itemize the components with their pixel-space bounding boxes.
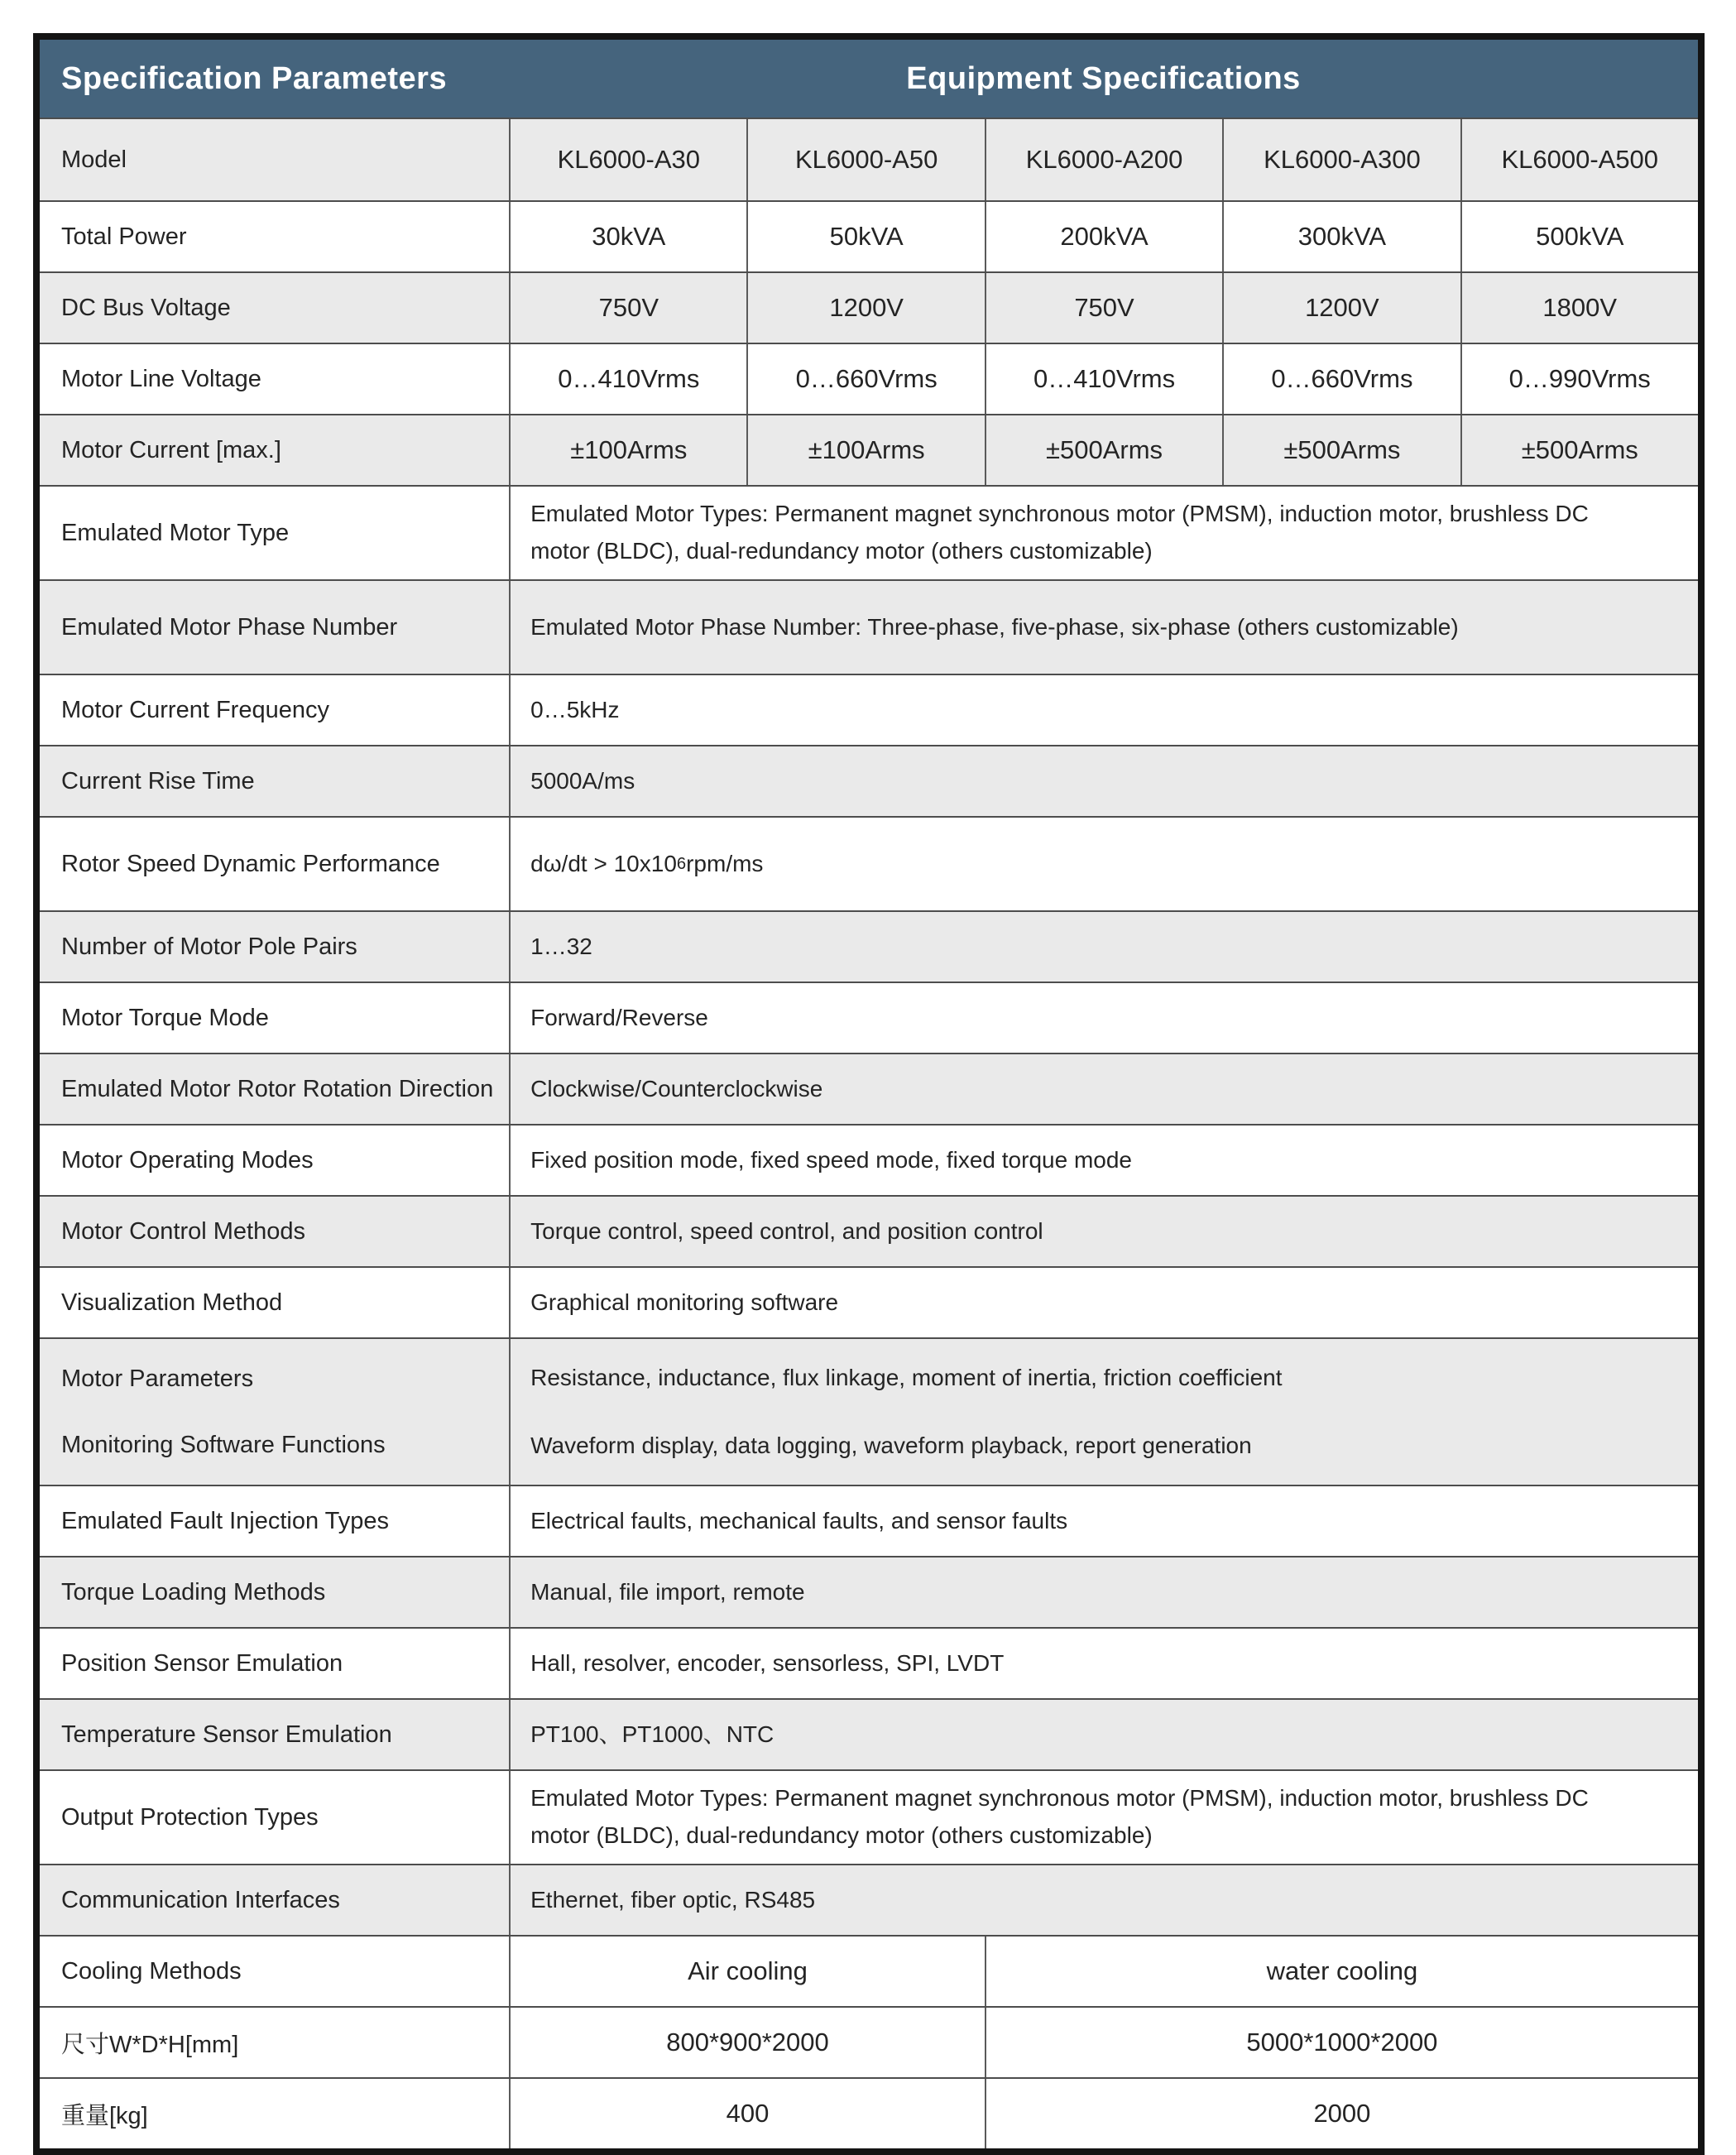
row-total-power-value-2: 50kVA [746,202,984,271]
row-motor-line-voltage-value-3: 0…410Vrms [985,344,1222,414]
row-rotor-speed-label: Rotor Speed Dynamic Performance [61,850,440,877]
row-torque-loading-label: Torque Loading Methods [61,1578,326,1605]
emulated-motor-type-text: Emulated Motor Types: Permanent magnet synchronous motor (PMSM), induction motor, brushless DC motor (BLDC), dual-redundancy motor (others customizable) [530,501,1589,564]
row-phase-number [40,579,1698,674]
row-rotation-direction [40,1053,1698,1124]
header-title-right: Equipment Specifications [906,60,1301,96]
row-total-power-value-3: 200kVA [985,202,1222,271]
row-visualization-method-value: Graphical monitoring software [509,1268,1698,1337]
row-rotor-speed-value: dω/dt > 10x10 6 rpm/ms [509,818,1698,910]
row-visualization-method [40,1266,1698,1337]
row-model-value-5: KL6000-A500 [1460,119,1698,200]
row-output-protection [40,1769,1698,1864]
row-torque-mode-value: Forward/Reverse [509,983,1698,1053]
row-fault-injection [40,1485,1698,1556]
header-title-left: Specification Parameters [61,60,448,96]
row-model-label: Model [61,146,127,173]
row-torque-mode [40,982,1698,1053]
row-motor-line-voltage-value-2: 0…660Vrms [746,344,984,414]
row-position-sensor-value: Hall, resolver, encoder, sensorless, SPI, LVDT [509,1629,1698,1698]
row-weight-label: 重量[kg] [61,2102,148,2129]
row-pole-pairs [40,910,1698,982]
row-rotor-speed [40,816,1698,910]
row-dc-bus-voltage-value-2: 1200V [746,273,984,343]
row-temperature-sensor-value: PT100、PT1000、NTC [509,1700,1698,1769]
rotor-speed-value-suffix: rpm/ms [686,850,764,876]
row-motor-line-voltage-value-5: 0…990Vrms [1460,344,1698,414]
table-header-row [40,40,1698,118]
row-motor-line-voltage [40,343,1698,414]
row-emulated-motor-type-label: Emulated Motor Type [61,519,290,546]
row-motor-parameters-and-monitoring [40,1337,1698,1485]
row-communication-value: Ethernet, fiber optic, RS485 [509,1865,1698,1935]
row-monitoring-functions-value: Waveform display, data logging, waveform playback, report generation [530,1432,1252,1458]
block-values [509,1339,1698,1485]
row-dc-bus-voltage [40,271,1698,343]
row-monitoring-functions-label: Monitoring Software Functions [61,1431,386,1458]
row-motor-parameters-value: Resistance, inductance, flux linkage, moment of inertia, friction coefficient [530,1364,1283,1390]
row-fault-injection-label: Emulated Fault Injection Types [61,1507,390,1534]
row-output-protection-value [509,1771,1698,1864]
row-emulated-motor-type-value [509,487,1698,579]
row-output-protection-label: Output Protection Types [61,1803,319,1831]
row-motor-current-label: Motor Current [max.] [61,436,281,463]
row-dc-bus-voltage-value-3: 750V [985,273,1222,343]
row-total-power-value-4: 300kVA [1222,202,1460,271]
row-rise-time-value: 5000A/ms [509,746,1698,816]
row-cooling-methods-value-air: Air cooling [509,1937,985,2006]
row-dc-bus-voltage-value-5: 1800V [1460,273,1698,343]
row-motor-line-voltage-value-4: 0…660Vrms [1222,344,1460,414]
row-model [40,118,1698,200]
row-control-methods-value: Torque control, speed control, and position control [509,1197,1698,1266]
spec-table [33,33,1705,2155]
row-torque-mode-label: Motor Torque Mode [61,1004,269,1031]
row-communication [40,1864,1698,1935]
row-dc-bus-voltage-value-1: 750V [509,273,746,343]
row-dimensions-label: 尺寸W*D*H[mm] [61,2031,239,2058]
row-position-sensor-label: Position Sensor Emulation [61,1649,343,1677]
row-rotation-direction-value: Clockwise/Counterclockwise [509,1054,1698,1124]
row-total-power-value-5: 500kVA [1460,202,1698,271]
row-current-frequency-label: Motor Current Frequency [61,696,329,723]
row-current-frequency-value: 0…5kHz [509,675,1698,745]
row-total-power [40,200,1698,271]
row-communication-label: Communication Interfaces [61,1886,340,1913]
row-motor-line-voltage-value-1: 0…410Vrms [509,344,746,414]
rotor-speed-value-prefix: dω/dt > 10x10 [530,850,677,876]
row-weight-value-water: 2000 [985,2079,1698,2148]
row-temperature-sensor [40,1698,1698,1769]
row-emulated-motor-type [40,485,1698,579]
row-dimensions-value-air: 800*900*2000 [509,2008,985,2077]
row-current-frequency [40,674,1698,745]
row-phase-number-label: Emulated Motor Phase Number [61,613,398,641]
row-motor-current-value-3: ±500Arms [985,415,1222,485]
row-visualization-method-label: Visualization Method [61,1289,283,1316]
row-dc-bus-voltage-label: DC Bus Voltage [61,294,231,321]
row-motor-current-value-1: ±100Arms [509,415,746,485]
row-position-sensor [40,1627,1698,1698]
row-control-methods [40,1195,1698,1266]
row-weight-value-air: 400 [509,2079,985,2148]
row-torque-loading-value: Manual, file import, remote [509,1557,1698,1627]
row-motor-line-voltage-label: Motor Line Voltage [61,365,261,392]
row-total-power-value-1: 30kVA [509,202,746,271]
row-cooling-methods [40,1935,1698,2006]
block-labels [40,1339,509,1485]
row-rise-time-label: Current Rise Time [61,767,255,794]
row-pole-pairs-label: Number of Motor Pole Pairs [61,933,357,960]
output-protection-text: Emulated Motor Types: Permanent magnet synchronous motor (PMSM), induction motor, brushless DC motor (BLDC), dual-redundancy motor (others customizable) [530,1785,1589,1848]
row-total-power-label: Total Power [61,223,187,250]
row-operating-modes-label: Motor Operating Modes [61,1146,314,1173]
row-motor-current-value-2: ±100Arms [746,415,984,485]
row-control-methods-label: Motor Control Methods [61,1217,305,1245]
row-rise-time [40,745,1698,816]
row-pole-pairs-value: 1…32 [509,912,1698,982]
row-operating-modes [40,1124,1698,1195]
row-model-value-1: KL6000-A30 [509,119,746,200]
row-temperature-sensor-label: Temperature Sensor Emulation [61,1721,392,1748]
row-phase-number-value: Emulated Motor Phase Number: Three-phase, five-phase, six-phase (others customizable) [509,581,1698,674]
row-weight [40,2077,1698,2148]
row-motor-current-value-5: ±500Arms [1460,415,1698,485]
row-operating-modes-value: Fixed position mode, fixed speed mode, fixed torque mode [509,1125,1698,1195]
row-motor-parameters-label: Motor Parameters [61,1365,254,1392]
row-motor-current-value-4: ±500Arms [1222,415,1460,485]
row-cooling-methods-label: Cooling Methods [61,1957,242,1985]
row-motor-current [40,414,1698,485]
row-torque-loading [40,1556,1698,1627]
row-dimensions-value-water: 5000*1000*2000 [985,2008,1698,2077]
row-cooling-methods-value-water: water cooling [985,1937,1698,2006]
row-model-value-2: KL6000-A50 [746,119,984,200]
row-dimensions [40,2006,1698,2077]
row-fault-injection-value: Electrical faults, mechanical faults, and sensor faults [509,1486,1698,1556]
row-model-value-4: KL6000-A300 [1222,119,1460,200]
row-rotation-direction-label: Emulated Motor Rotor Rotation Direction [61,1075,494,1102]
row-dc-bus-voltage-value-4: 1200V [1222,273,1460,343]
row-model-value-3: KL6000-A200 [985,119,1222,200]
